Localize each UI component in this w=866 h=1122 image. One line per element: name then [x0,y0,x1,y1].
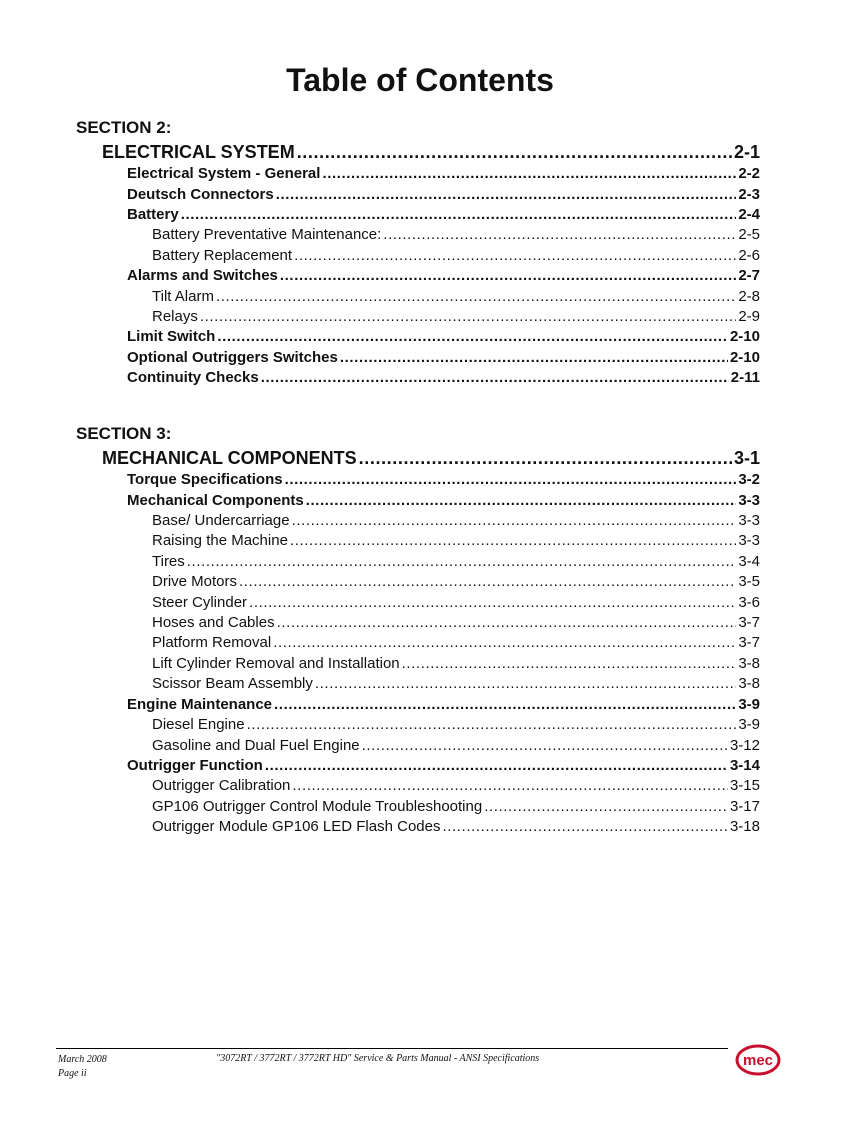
toc-entry[interactable] [127,165,760,182]
toc-entry-title: Engine Maintenance [127,696,273,713]
footer-rule [56,1048,728,1049]
toc-leader-dots [217,328,728,345]
toc-entry-page: 3-18 [729,818,760,835]
toc-leader-dots [359,448,732,469]
toc-entry-title: MECHANICAL COMPONENTS [102,448,357,468]
toc-entry-page: 3-1 [733,448,760,468]
toc-entry-page: 3-7 [738,614,760,631]
toc-entry[interactable] [152,247,760,264]
footer-manual-title: "3072RT / 3772RT / 3772RT HD" Service & Parts Manual - ANSI Specifications [216,1053,540,1064]
toc-entry[interactable] [127,696,760,713]
toc-leader-dots [181,206,737,223]
toc-entry[interactable] [152,288,760,305]
toc-entry-page: 3-14 [729,757,760,774]
toc-entry-page: 3-3 [738,532,760,549]
toc-entry-page: 3-8 [738,675,760,692]
page-title: Table of Contents [286,62,554,98]
section-2-heading: SECTION 2: [76,118,172,137]
toc-leader-dots [280,267,736,284]
toc-entry-title: Torque Specifications [127,471,283,488]
toc-entry-page: 3-7 [738,634,760,651]
toc-entry[interactable] [152,553,760,570]
toc-leader-dots [292,512,737,529]
toc-entry-title: Gasoline and Dual Fuel Engine [152,737,360,754]
toc-entry-page: 3-15 [729,777,760,794]
toc-entry-title: Relays [152,308,198,325]
mec-logo-icon [735,1044,781,1076]
toc-entry-title: Hoses and Cables [152,614,275,631]
toc-entry-title: Electrical System - General [127,165,321,182]
toc-leader-dots [442,818,727,835]
toc-entry-page: 2-11 [730,369,760,386]
toc-entry-page: 3-17 [729,798,760,815]
toc-entry[interactable] [152,308,760,325]
toc-leader-dots [285,471,737,488]
toc-entry-page: 2-8 [738,288,760,305]
toc-leader-dots [261,369,729,386]
toc-entry-title: Deutsch Connectors [127,186,274,203]
toc-entry-page: 2-9 [738,308,760,325]
toc-entry-page: 3-6 [738,594,760,611]
toc-leader-dots [340,349,728,366]
toc-entry-page: 3-9 [738,696,760,713]
toc-entry-title: Outrigger Calibration [152,777,291,794]
toc-leader-dots [216,288,736,305]
toc-leader-dots [276,186,737,203]
toc-entry[interactable] [152,737,760,754]
toc-entry-title: Outrigger Function [127,757,263,774]
toc-entry-page: 2-3 [738,186,760,203]
toc-entry-title: Battery [127,206,179,223]
toc-entry-page: 2-10 [729,349,760,366]
toc-entry-title: Outrigger Module GP106 LED Flash Codes [152,818,441,835]
logo-text: mec [742,1052,774,1069]
toc-entry-title: ELECTRICAL SYSTEM [102,142,295,162]
toc-entry[interactable] [152,634,760,651]
toc-entry-page: 2-2 [738,165,760,182]
toc-entry-title: Lift Cylinder Removal and Installation [152,655,400,672]
toc-entry-title: Limit Switch [127,328,216,345]
toc-leader-dots [322,165,736,182]
toc-entry-title: Base/ Undercarriage [152,512,290,529]
toc-leader-dots [294,247,736,264]
toc-entry-title: Platform Removal [152,634,272,651]
toc-entry-page: 2-6 [738,247,760,264]
footer-page-number: Page ii [58,1068,87,1079]
toc-entry-page: 3-3 [738,512,760,529]
toc-entry-title: Raising the Machine [152,532,288,549]
toc-entry-title: GP106 Outrigger Control Module Troubleshooting [152,798,483,815]
toc-entry[interactable] [127,492,760,509]
toc-entry-title: Drive Motors [152,573,238,590]
toc-leader-dots [297,142,732,163]
toc-entry[interactable] [152,798,760,815]
toc-leader-dots [239,573,736,590]
toc-entry-title: Optional Outriggers Switches [127,349,338,366]
toc-entry[interactable] [152,594,760,611]
toc-entry-title: Battery Replacement [152,247,293,264]
section-3-heading: SECTION 3: [76,424,172,443]
toc-leader-dots [273,634,736,651]
toc-leader-dots [362,737,728,754]
toc-entry-title: Diesel Engine [152,716,245,733]
toc-entry[interactable] [127,328,760,345]
toc-entry[interactable] [152,226,760,243]
toc-leader-dots [402,655,737,672]
toc-entry[interactable] [152,573,760,590]
toc-entry-page: 2-1 [733,142,760,162]
toc-leader-dots [247,716,737,733]
toc-entry[interactable] [152,818,760,835]
toc-leader-dots [200,308,736,325]
footer-date: March 2008 [58,1054,107,1065]
toc-entry-page: 2-10 [729,328,760,345]
toc-leader-dots [315,675,736,692]
toc-leader-dots [274,696,736,713]
toc-entry[interactable] [127,757,760,774]
toc-entry[interactable] [127,349,760,366]
toc-entry-title: Steer Cylinder [152,594,248,611]
toc-entry[interactable] [152,655,760,672]
toc-leader-dots [277,614,737,631]
toc-entry[interactable] [127,471,760,488]
toc-entry-page: 3-12 [729,737,760,754]
toc-entry[interactable] [152,777,760,794]
toc-entry[interactable] [102,142,760,163]
toc-entry-title: Tilt Alarm [152,288,214,305]
toc-entry[interactable] [152,675,760,692]
toc-entry-page: 3-8 [738,655,760,672]
toc-entry[interactable] [102,448,760,469]
toc-entry[interactable] [127,267,760,284]
toc-entry-title: Alarms and Switches [127,267,278,284]
toc-entry-page: 3-2 [738,471,760,488]
toc-entry-title: Scissor Beam Assembly [152,675,313,692]
toc-entry-page: 3-9 [738,716,760,733]
toc-leader-dots [306,492,737,509]
toc-leader-dots [265,757,728,774]
toc-entry-page: 2-4 [738,206,760,223]
toc-leader-dots [383,226,736,243]
toc-entry-page: 2-5 [738,226,760,243]
toc-entry-title: Battery Preventative Maintenance: [152,226,382,243]
toc-entry-page: 3-4 [738,553,760,570]
toc-entry[interactable] [152,716,760,733]
toc-entry[interactable] [127,206,760,223]
toc-entry[interactable] [152,614,760,631]
toc-leader-dots [484,798,728,815]
toc-leader-dots [290,532,736,549]
toc-entry-title: Continuity Checks [127,369,259,386]
toc-entry-title: Mechanical Components [127,492,304,509]
footer-left [58,1053,107,1081]
toc-entry-title: Tires [152,553,185,570]
toc-entry-page: 2-7 [738,267,760,284]
toc-entry[interactable] [152,512,760,529]
toc-leader-dots [292,777,728,794]
toc-entry[interactable] [152,532,760,549]
toc-entry[interactable] [127,369,760,386]
toc-leader-dots [249,594,736,611]
toc-leader-dots [187,553,737,570]
toc-entry-page: 3-5 [738,573,760,590]
toc-entry-page: 3-3 [738,492,760,509]
toc-entry[interactable] [127,186,760,203]
